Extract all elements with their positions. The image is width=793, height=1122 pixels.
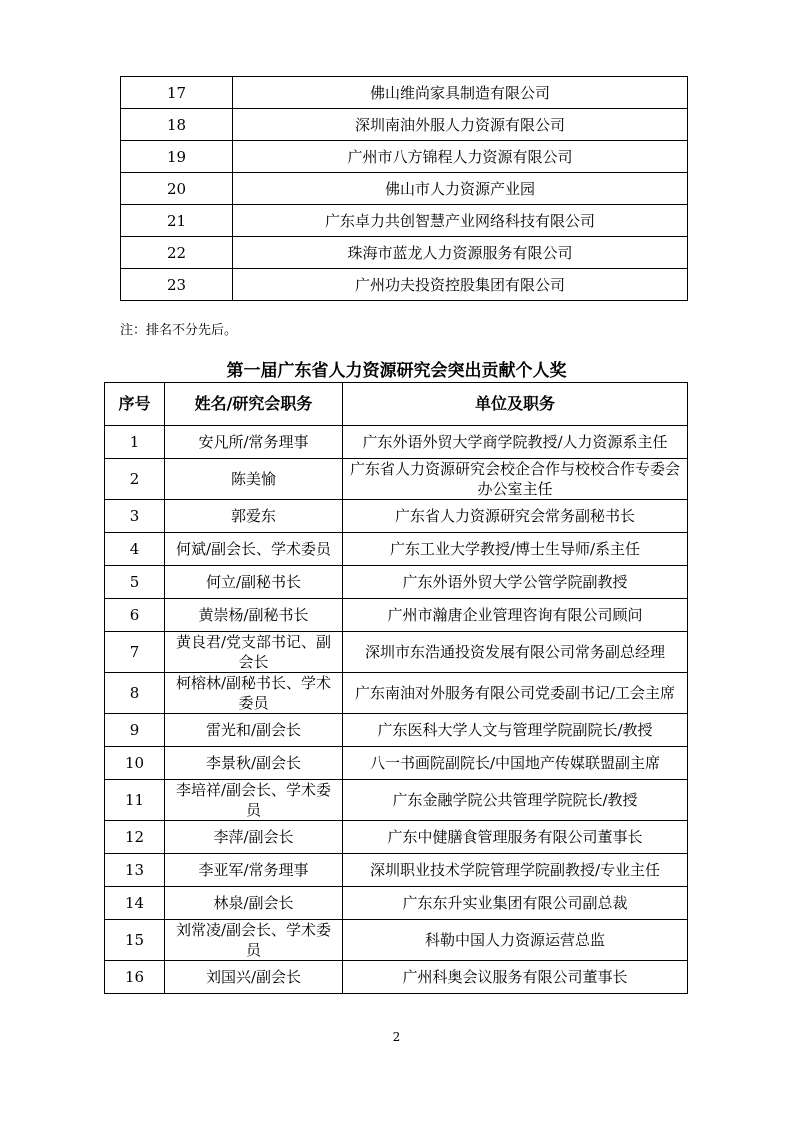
table-row (105, 599, 688, 632)
row-number: 4 (105, 533, 165, 566)
row-number: 18 (121, 109, 233, 141)
table-row (121, 109, 688, 141)
unit-and-position: 广东省人力资源研究会校企合作与校校合作专委会办公室主任 (343, 459, 688, 500)
person-name-role: 李培祥/副会长、学术委员 (165, 780, 343, 821)
row-number: 1 (105, 426, 165, 459)
table-row (105, 426, 688, 459)
unit-and-position: 广州科奥会议服务有限公司董事长 (343, 961, 688, 994)
table-row (105, 961, 688, 994)
table-header-row (105, 383, 688, 426)
table-row (121, 237, 688, 269)
header-name: 姓名/研究会职务 (165, 383, 343, 426)
person-name-role: 李萍/副会长 (165, 821, 343, 854)
unit-and-position: 广东东升实业集团有限公司副总裁 (343, 887, 688, 920)
person-name-role: 李景秋/副会长 (165, 747, 343, 780)
person-name-role: 刘国兴/副会长 (165, 961, 343, 994)
row-number: 16 (105, 961, 165, 994)
row-number: 21 (121, 205, 233, 237)
row-number: 7 (105, 632, 165, 673)
person-name-role: 李亚军/常务理事 (165, 854, 343, 887)
row-number: 22 (121, 237, 233, 269)
unit-and-position: 广东外语外贸大学商学院教授/人力资源系主任 (343, 426, 688, 459)
section-title: 第一届广东省人力资源研究会突出贡献个人奖 (226, 361, 567, 381)
row-number: 12 (105, 821, 165, 854)
person-name-role: 何立/副秘书长 (165, 566, 343, 599)
person-name-role: 郭爱东 (165, 500, 343, 533)
row-number: 13 (105, 854, 165, 887)
unit-and-position: 广东南油对外服务有限公司党委副书记/工会主席 (343, 673, 688, 714)
individual-award-table (104, 382, 688, 994)
row-number: 10 (105, 747, 165, 780)
company-name: 广州功夫投资控股集团有限公司 (233, 269, 688, 301)
unit-and-position: 广州市瀚唐企业管理咨询有限公司顾问 (343, 599, 688, 632)
row-number: 23 (121, 269, 233, 301)
company-name: 深圳南油外服人力资源有限公司 (233, 109, 688, 141)
table-row (105, 566, 688, 599)
unit-and-position: 广东省人力资源研究会常务副秘书长 (343, 500, 688, 533)
table-row (121, 141, 688, 173)
company-name: 广东卓力共创智慧产业网络科技有限公司 (233, 205, 688, 237)
company-list-table (120, 76, 688, 301)
unit-and-position: 深圳职业技术学院管理学院副教授/专业主任 (343, 854, 688, 887)
row-number: 20 (121, 173, 233, 205)
person-name-role: 陈美愉 (165, 459, 343, 500)
company-name: 珠海市蓝龙人力资源服务有限公司 (233, 237, 688, 269)
person-name-role: 黄崇杨/副秘书长 (165, 599, 343, 632)
row-number: 6 (105, 599, 165, 632)
company-name: 佛山市人力资源产业园 (233, 173, 688, 205)
unit-and-position: 科勒中国人力资源运营总监 (343, 920, 688, 961)
header-no: 序号 (105, 383, 165, 426)
table-row (105, 714, 688, 747)
table-row (105, 854, 688, 887)
row-number: 5 (105, 566, 165, 599)
header-unit: 单位及职务 (343, 383, 688, 426)
person-name-role: 安凡所/常务理事 (165, 426, 343, 459)
unit-and-position: 广东中健膳食管理服务有限公司董事长 (343, 821, 688, 854)
person-name-role: 柯榕林/副秘书长、学术委员 (165, 673, 343, 714)
row-number: 14 (105, 887, 165, 920)
row-number: 9 (105, 714, 165, 747)
table-row (105, 533, 688, 566)
company-name: 广州市八方锦程人力资源有限公司 (233, 141, 688, 173)
table-row (105, 673, 688, 714)
row-number: 19 (121, 141, 233, 173)
table-row (105, 780, 688, 821)
table-row (105, 459, 688, 500)
unit-and-position: 广东医科大学人文与管理学院副院长/教授 (343, 714, 688, 747)
person-name-role: 林泉/副会长 (165, 887, 343, 920)
row-number: 15 (105, 920, 165, 961)
unit-and-position: 广东外语外贸大学公管学院副教授 (343, 566, 688, 599)
unit-and-position: 广东金融学院公共管理学院院长/教授 (343, 780, 688, 821)
row-number: 8 (105, 673, 165, 714)
table-row (121, 77, 688, 109)
row-number: 3 (105, 500, 165, 533)
person-name-role: 何斌/副会长、学术委员 (165, 533, 343, 566)
table-row (105, 747, 688, 780)
table-row (105, 920, 688, 961)
row-number: 17 (121, 77, 233, 109)
table-row (121, 269, 688, 301)
table-row (105, 887, 688, 920)
table-row (121, 173, 688, 205)
table-row (105, 821, 688, 854)
unit-and-position: 深圳市东浩通投资发展有限公司常务副总经理 (343, 632, 688, 673)
company-name: 佛山维尚家具制造有限公司 (233, 77, 688, 109)
person-name-role: 刘常凌/副会长、学术委员 (165, 920, 343, 961)
table-row (105, 500, 688, 533)
row-number: 11 (105, 780, 165, 821)
table-row (121, 205, 688, 237)
unit-and-position: 八一书画院副院长/中国地产传媒联盟副主席 (343, 747, 688, 780)
unit-and-position: 广东工业大学教授/博士生导师/系主任 (343, 533, 688, 566)
row-number: 2 (105, 459, 165, 500)
person-name-role: 雷光和/副会长 (165, 714, 343, 747)
page-number: 2 (392, 1030, 401, 1044)
person-name-role: 黄良君/党支部书记、副会长 (165, 632, 343, 673)
ranking-note: 注：排名不分先后。 (120, 323, 238, 338)
table-row (105, 632, 688, 673)
